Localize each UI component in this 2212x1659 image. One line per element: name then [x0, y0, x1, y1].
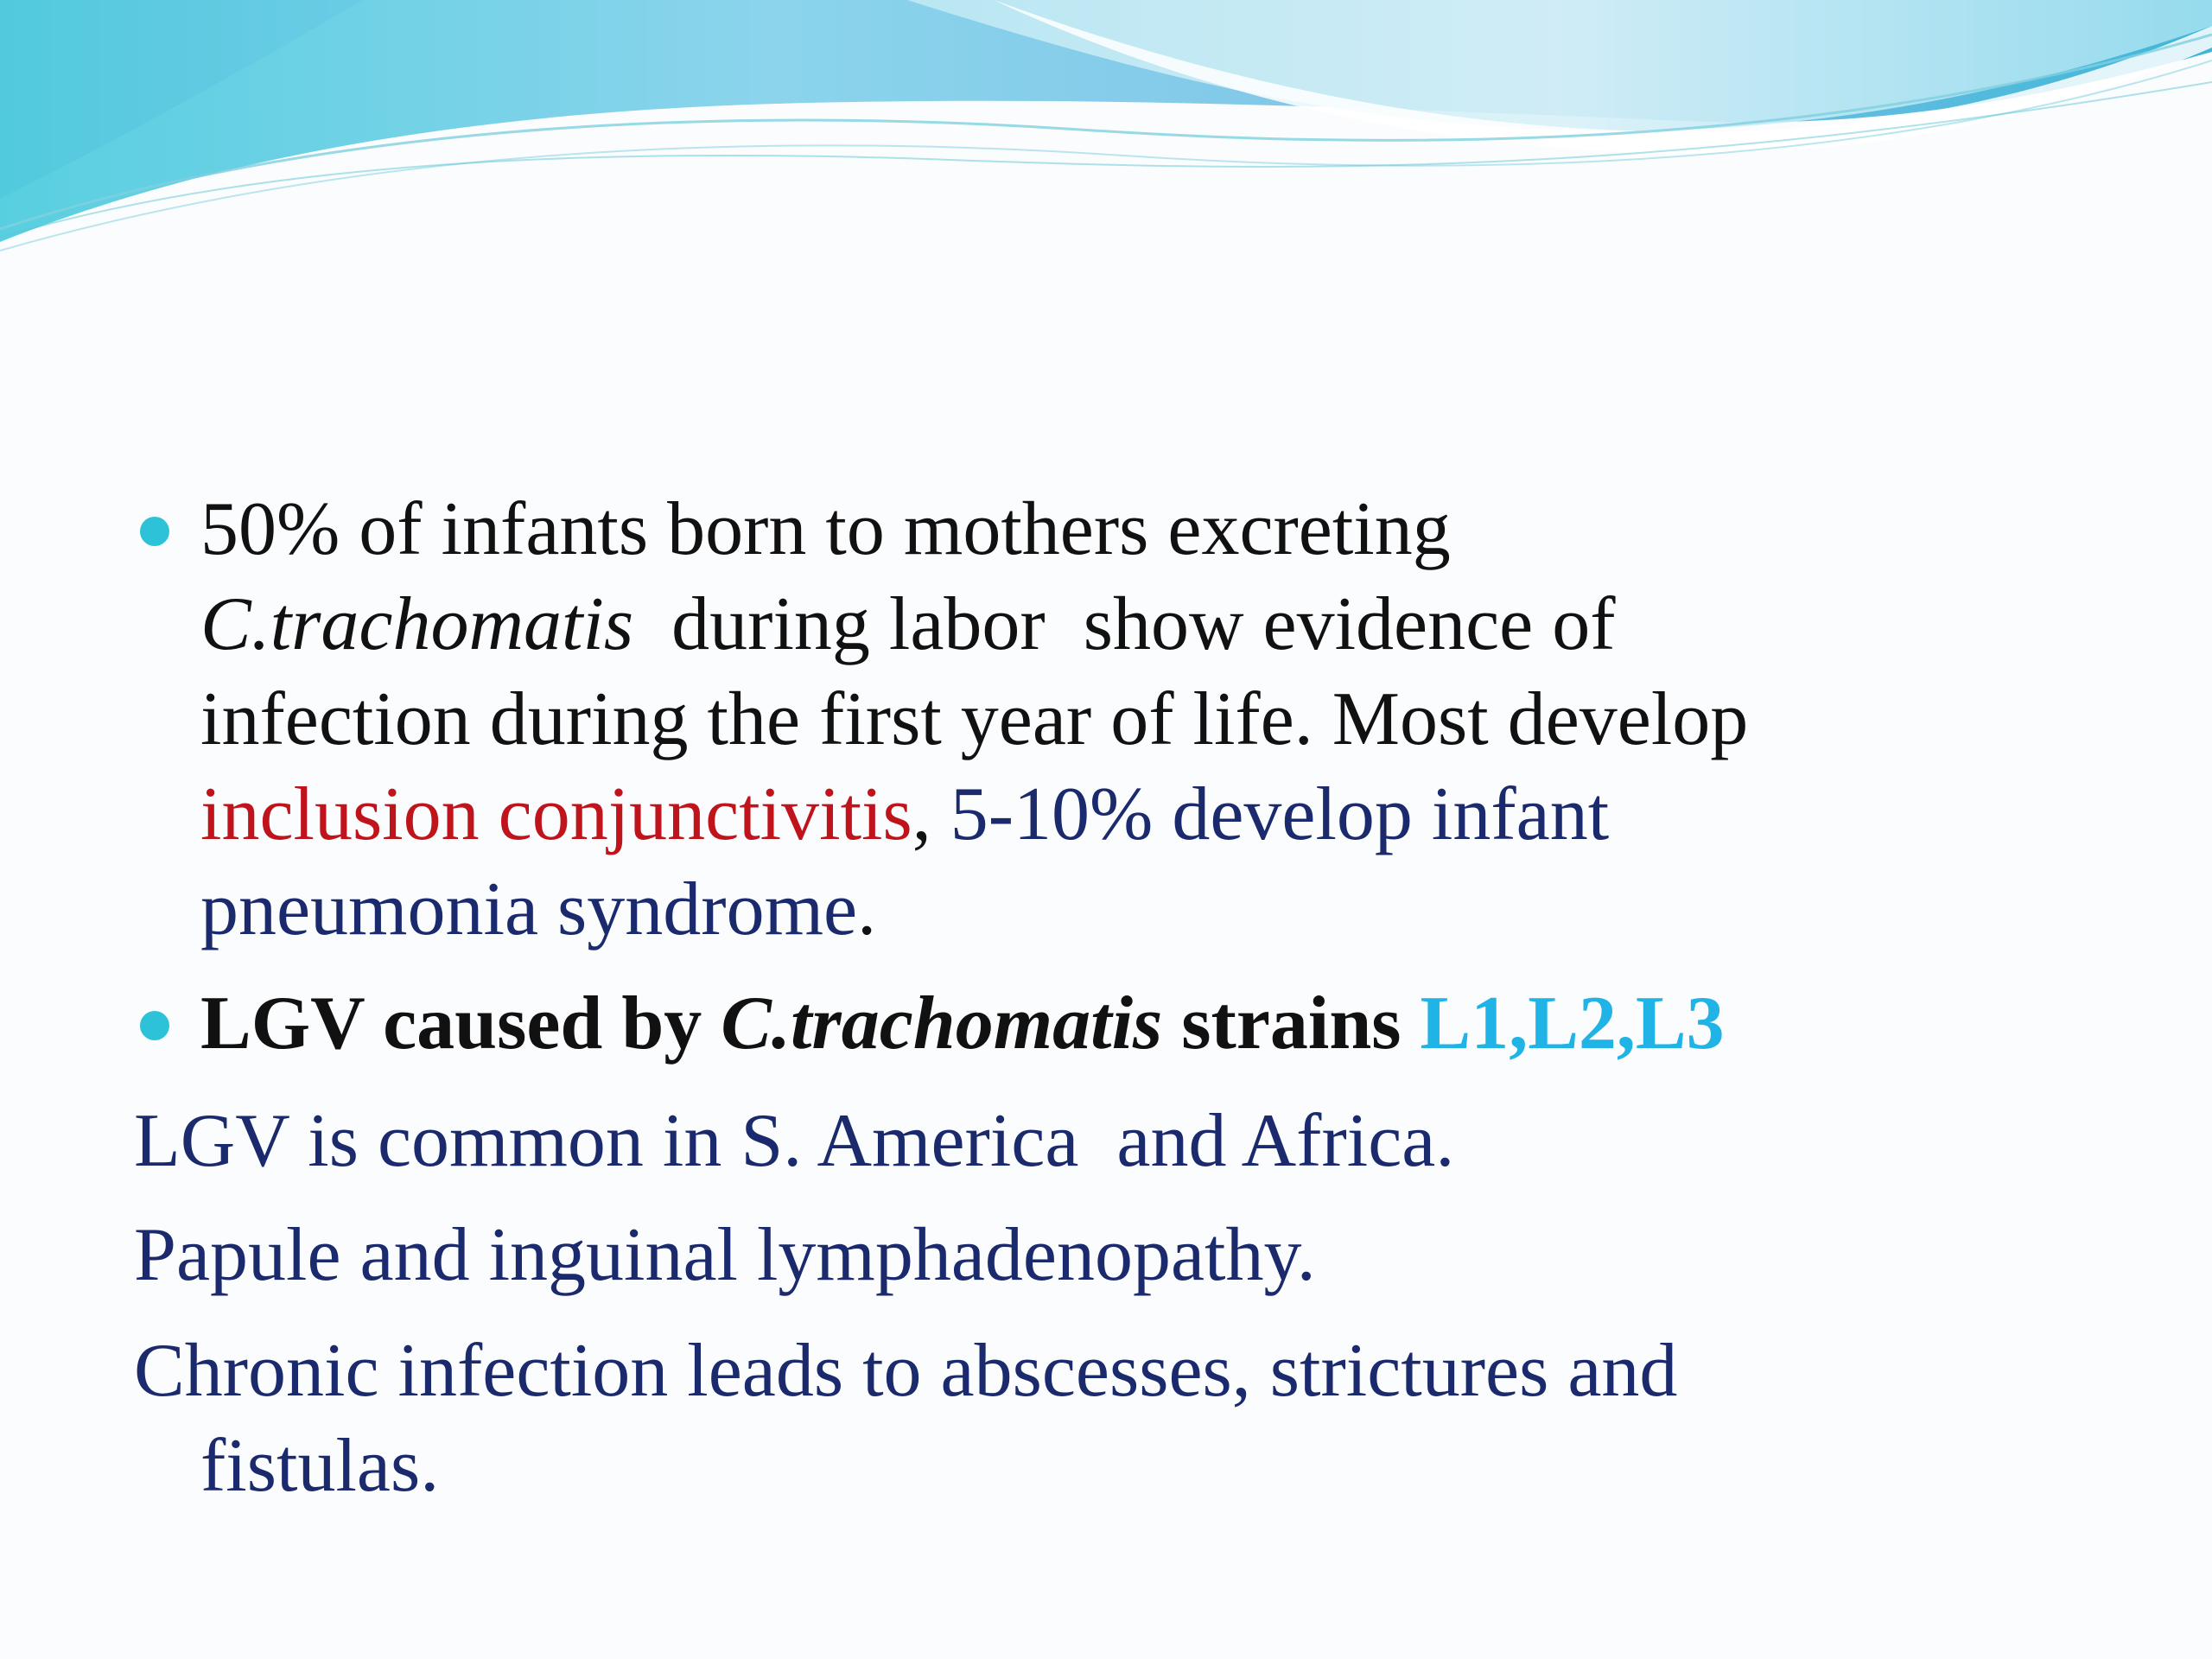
prevalence-line [134, 1094, 2078, 1189]
bullet-1-text [200, 482, 2032, 957]
chronic-line [134, 1324, 2078, 1514]
bullet-2-marker [140, 1011, 169, 1040]
bullet-1-line-3: infection during the first year of life. Most develop [200, 677, 1749, 761]
bullet-1-organism-name: C.trachomatis [200, 582, 634, 666]
bullet-2-part-3: strains [1162, 982, 1421, 1065]
chronic-text-1: Chronic infection leads to abscesses, strictures and [134, 1329, 1678, 1413]
bullet-1-conjunctivitis: inclusion conjunctivitis [200, 772, 912, 856]
bullet-1-line-2-rest: during labor show evidence of [633, 582, 1616, 666]
bullet-2-organism-name: C.trachomatis [721, 982, 1163, 1065]
symptoms-line [134, 1208, 2078, 1303]
prevalence-text: LGV is common in S. America and Africa. [134, 1099, 1455, 1183]
bullet-2-strains: L1,L2,L3 [1420, 982, 1725, 1065]
bullet-1-infant-rate: 5-10% develop infant [931, 772, 1610, 856]
bullet-1-line-1: 50% of infants born to mothers excreting [200, 487, 1451, 571]
bullet-1-pneumonia: pneumonia syndrome [200, 868, 858, 951]
bullet-1-comma: , [912, 772, 931, 856]
bullet-1-marker [140, 517, 169, 546]
chronic-text-2: fistulas. [200, 1424, 440, 1508]
symptoms-text: Papule and inguinal lymphadenopathy. [134, 1213, 1316, 1297]
bullet-2-text [200, 976, 2032, 1071]
bullet-2-part-1: LGV caused by [200, 982, 721, 1065]
bullet-1-period: . [857, 868, 877, 951]
